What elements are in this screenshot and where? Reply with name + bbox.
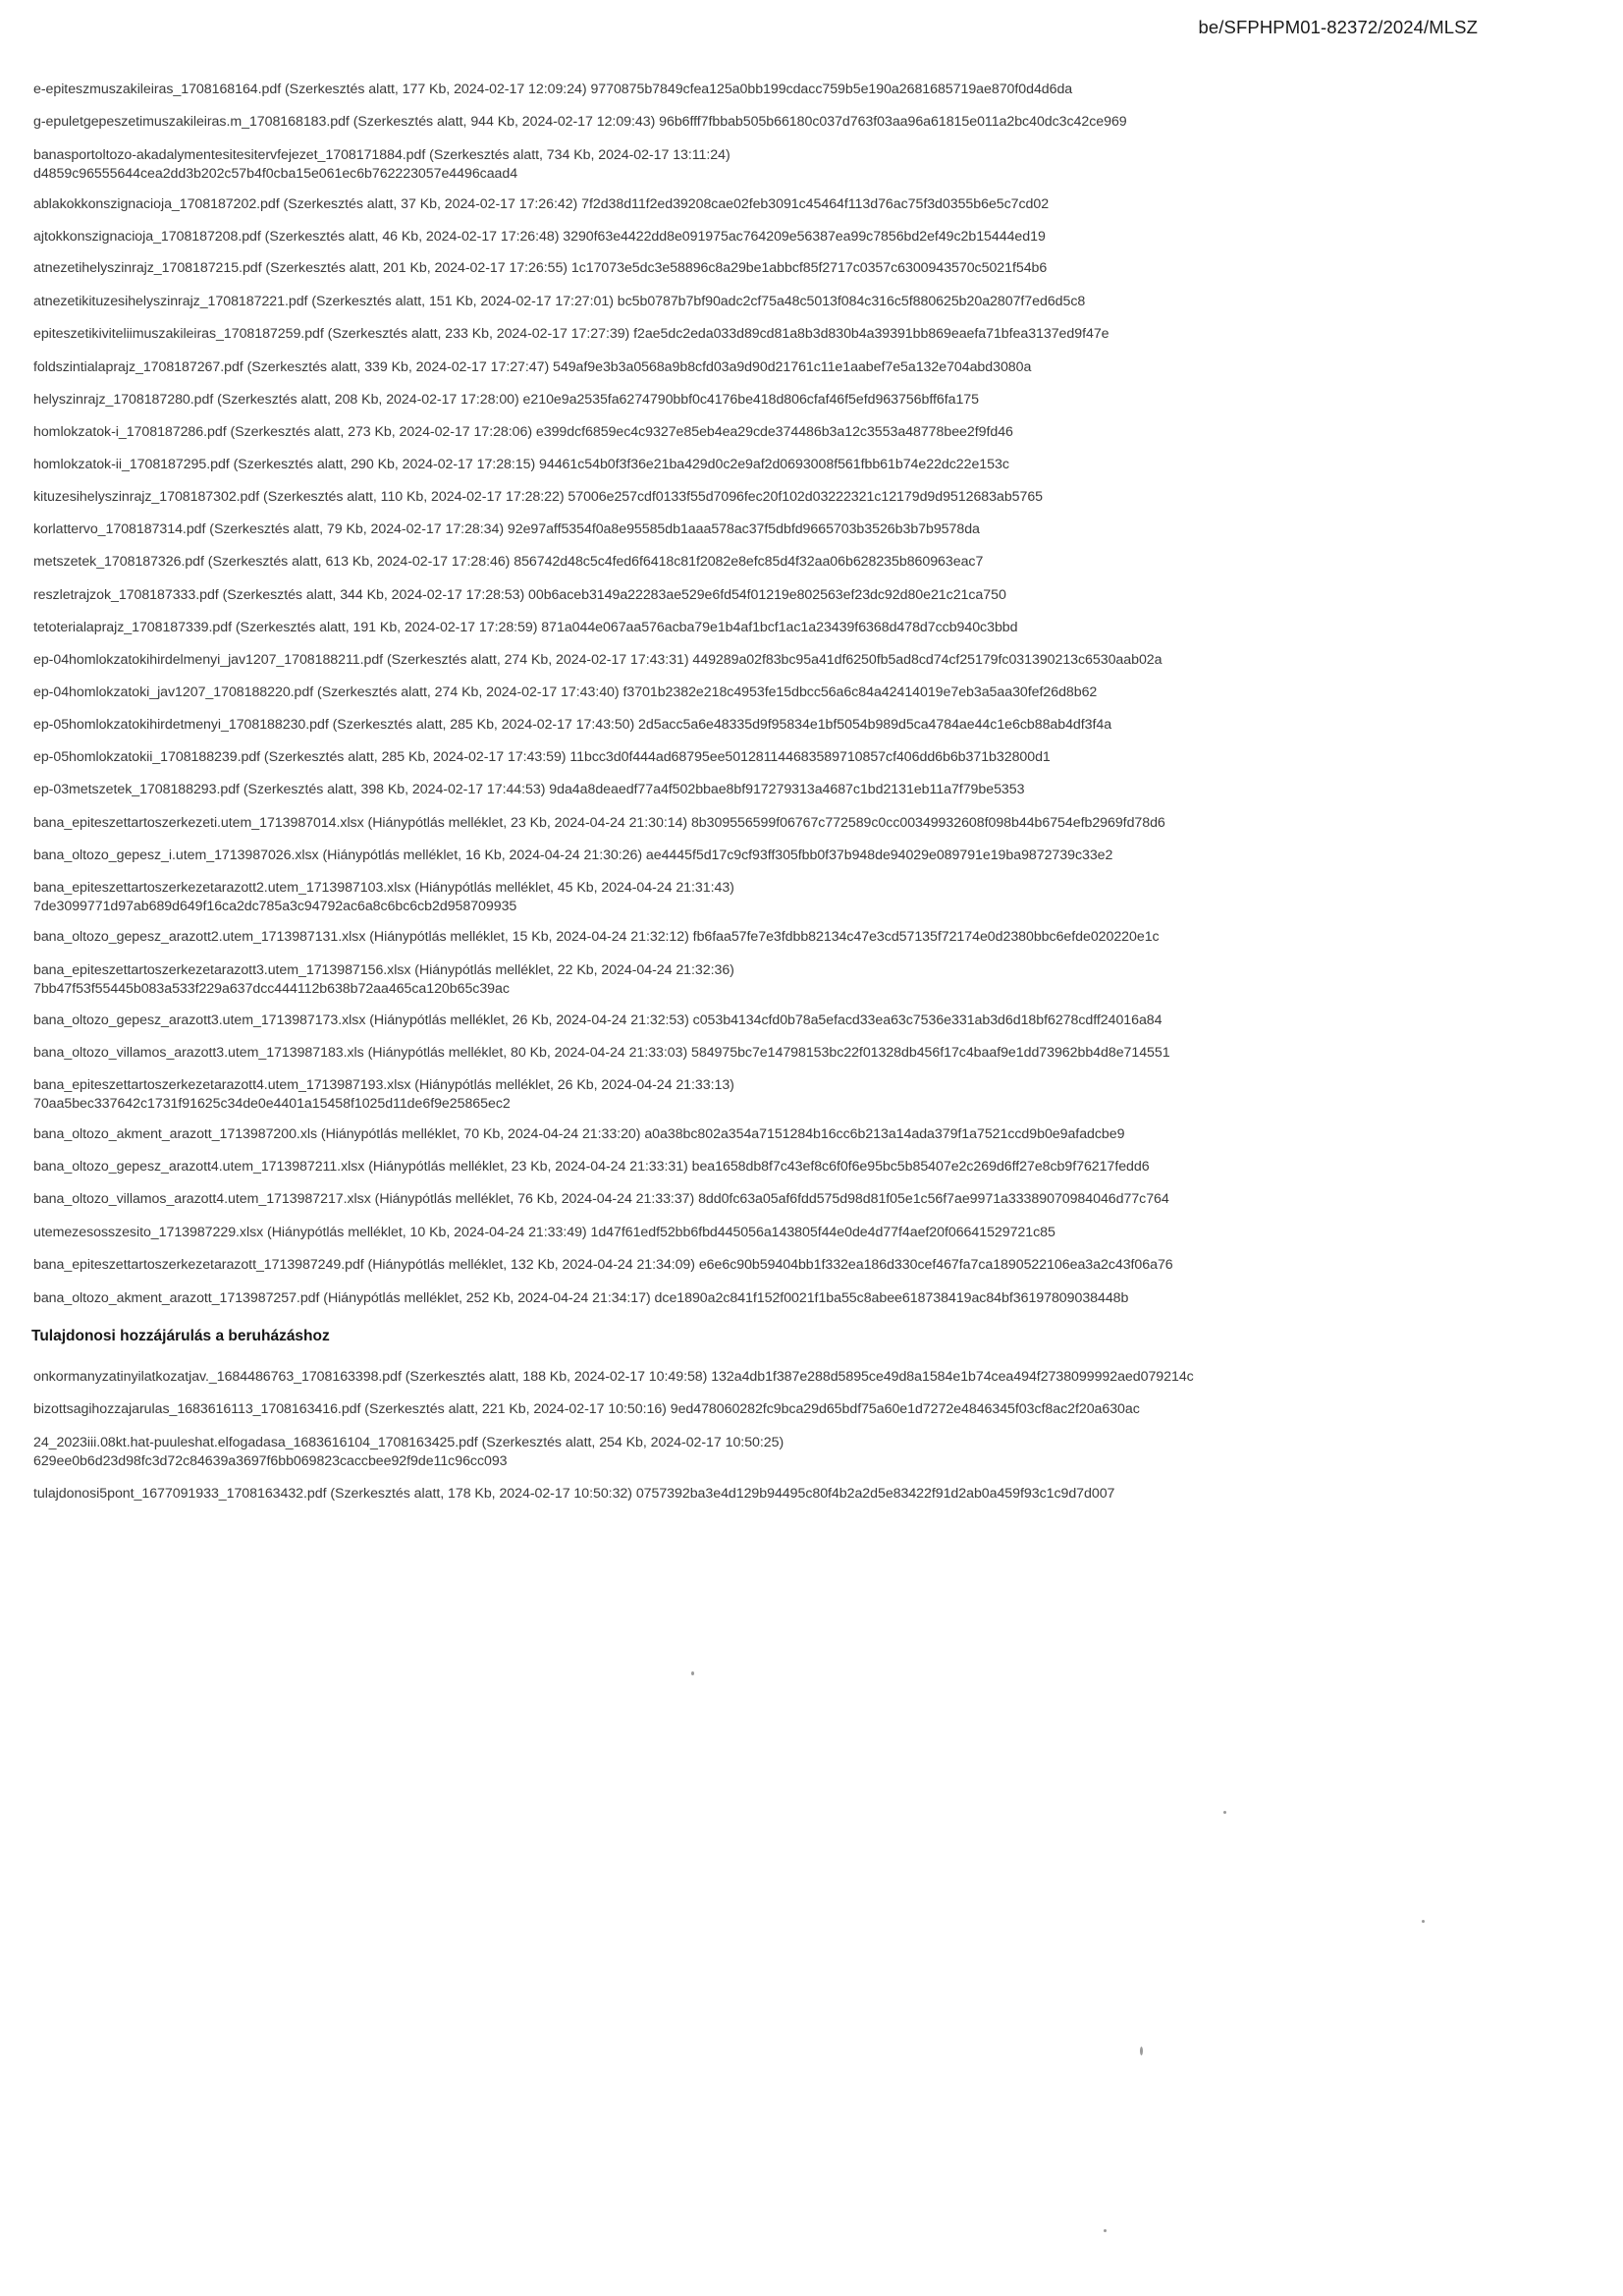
- attachment-entry: [33, 586, 1565, 605]
- attachment-entry-text: bana_epiteszettartoszerkezetarazott3.utem_1713987156.xlsx (Hiánypótlás melléklet, 22 Kb, 2024-04-24 21:32:36): [33, 962, 734, 978]
- attachment-entry-text: ep-03metszetek_1708188293.pdf (Szerkesztés alatt, 398 Kb, 2024-02-17 17:44:53) 9da4a8deaedf77a4f502bbae8bf917279313a4687c1bd2131eb11a7f79be5353: [33, 782, 1025, 797]
- attachment-entry-hash: 7de3099771d97ab689d649f16ca2dc785a3c94792ac6a8c6bc6cb2d958709935: [33, 899, 517, 914]
- attachment-entry: [33, 358, 1565, 377]
- attachment-entry: [33, 456, 1565, 474]
- attachment-entry-hash: d4859c96555644cea2dd3b202c57b4f0cba15e061ec6b762223057e4496caad4: [33, 166, 518, 182]
- attachment-entry: [33, 1011, 1565, 1030]
- scan-speck: [1104, 2229, 1107, 2232]
- attachment-entry: [33, 961, 1565, 999]
- owner-consent-entry: [33, 1485, 1565, 1503]
- attachment-entry-text: ep-05homlokzatokii_1708188239.pdf (Szerkesztés alatt, 285 Kb, 2024-02-17 17:43:59) 11bcc3d0f444ad68795ee5012811446835897108​57cf406dd6b6b371b32800d1: [33, 749, 1051, 765]
- attachment-entry-text: homlokzatok-i_1708187286.pdf (Szerkesztés alatt, 273 Kb, 2024-02-17 17:28:06) e399dcf6859ec4c9327e85eb4ea29cde374486b3a12c3553a48778bee2f9fd46: [33, 424, 1013, 440]
- owner-consent-entry-hash: 629ee0b6d23d98fc3d72c84639a3697f6bb069823caccbee92f9de11c96cc093: [33, 1453, 508, 1469]
- attachment-entry-text: ep-04homlokzatoki_jav1207_1708188220.pdf (Szerkesztés alatt, 274 Kb, 2024-02-17 17:43:40) f3701b2382e218c4953fe15dbcc56a6c84a42414019e7eb3a5aa30fef26d8b62: [33, 684, 1098, 700]
- attachment-entry: [33, 520, 1565, 539]
- attachment-entry: [33, 619, 1565, 637]
- attachment-entry: [33, 1289, 1565, 1308]
- attachment-entry: [33, 1158, 1565, 1176]
- attachment-entry: [33, 553, 1565, 572]
- attachment-entry: [33, 146, 1565, 184]
- attachment-entry: [33, 781, 1565, 799]
- attachment-entry-text: g-epuletgepeszetimuszakileiras.m_1708168183.pdf (Szerkesztés alatt, 944 Kb, 2024-02-17 12:09:43) 96b6fff7fbbab505b66180c037d763f03aa96a61815e011a2bc40dc3c42ce969: [33, 114, 1127, 130]
- attachment-entry: [33, 293, 1565, 311]
- attachment-entry-text: metszetek_1708187326.pdf (Szerkesztés alatt, 613 Kb, 2024-02-17 17:28:46) 856742d48c5c4fed6f6418c81f2082e8efc85d4f32aa06b628235b860963eac7: [33, 554, 984, 570]
- attachment-entry-hash: 70aa5bec337642c1731f91625c34de0e4401a15458f1025d11de6f9e25865ec2: [33, 1096, 511, 1112]
- attachment-entry: [33, 748, 1565, 767]
- attachment-entry: [33, 259, 1565, 278]
- attachment-entry: [33, 1256, 1565, 1275]
- attachment-entry: [33, 651, 1565, 670]
- attachment-entry-text: ajtokkonszignacioja_1708187208.pdf (Szerkesztés alatt, 46 Kb, 2024-02-17 17:26:48) 3290f63e4422dd8e091975ac764209e56387ea99c7856bd2ef49c2b15444ed19: [33, 229, 1046, 245]
- attachment-entry: [33, 81, 1565, 99]
- attachment-entry: [33, 879, 1565, 916]
- attachment-entry: [33, 716, 1565, 735]
- attachment-entry-text: atnezetikituzesihelyszinrajz_1708187221.pdf (Szerkesztés alatt, 151 Kb, 2024-02-17 17:27:01) bc5b0787b7bf90adc2cf75a48c5013f084c316c5f880625b20a2807f7ed6d5c8: [33, 294, 1086, 309]
- attachment-entry-text: e-epiteszmuszakileiras_1708168164.pdf (Szerkesztés alatt, 177 Kb, 2024-02-17 12:09:24) 9770875b7849cfea125a0bb199cdacc759b5e190a2681685719ae870f0d4d6da: [33, 82, 1073, 97]
- attachment-entry-text: utemezesosszesito_1713987229.xlsx (Hiánypótlás melléklet, 10 Kb, 2024-04-24 21:33:49) 1d47f61edf52bb6fbd445056a143805f44e0de4d77f4aef20f06641529721c85: [33, 1225, 1055, 1240]
- attachment-entry-text: ablakokkonszignacioja_1708187202.pdf (Szerkesztés alatt, 37 Kb, 2024-02-17 17:26:42) 7f2d38d11f2ed39208cae02feb3091c45464f113d76ac75f3d0355b6e5c7cd02: [33, 196, 1050, 212]
- document-reference: be/SFPHPM01-82372/2024/MLSZ: [1198, 17, 1478, 37]
- attachment-entry-text: ep-04homlokzatokihirdelmenyi_jav1207_1708188211.pdf (Szerkesztés alatt, 274 Kb, 2024-02-17 17:43:31) 449289a02f83bc95a41df6250fb5ad8cd74cf25179fc031390213c6530aab02a: [33, 652, 1163, 668]
- scan-speck: [1422, 1920, 1425, 1923]
- attachment-entry-text: bana_oltozo_akment_arazott_1713987200.xls (Hiánypótlás melléklet, 70 Kb, 2024-04-24 21:33:20) a0a38bc802a354a7151284b16cc6b213a14ada379f1a7521ccd9b0e9afadcbe9: [33, 1126, 1125, 1142]
- attachment-entry: [33, 928, 1565, 947]
- attachment-entry-text: korlattervo_1708187314.pdf (Szerkesztés alatt, 79 Kb, 2024-02-17 17:28:34) 92e97aff5354f0a8e95585db1aaa578ac37f5dbfd9665703b3526b3b7b9578da: [33, 521, 980, 537]
- attachment-entry: [33, 847, 1565, 865]
- attachment-entry-text: foldszintialaprajz_1708187267.pdf (Szerkesztés alatt, 339 Kb, 2024-02-17 17:27:47) 549af9e3b3a0568a9b8cfd03a9d90d21761c11e1aabef7e5a132e704abd3080a: [33, 359, 1032, 375]
- attachment-entry: [33, 1224, 1565, 1242]
- attachment-entry-text: bana_epiteszettartoszerkezetarazott2.utem_1713987103.xlsx (Hiánypótlás melléklet, 45 Kb, 2024-04-24 21:31:43): [33, 880, 734, 896]
- attachment-entry-text: ep-05homlokzatokihirdetmenyi_1708188230.pdf (Szerkesztés alatt, 285 Kb, 2024-02-17 17:43:50) 2d5acc5a6e48335d9f95834e1bf5054b989d5ca4784ae44c1e6cb88ab4df3f4a: [33, 717, 1112, 733]
- attachment-entry: [33, 113, 1565, 132]
- scan-speck: [1223, 1811, 1226, 1814]
- owner-consent-entry: [33, 1434, 1565, 1471]
- section-title: Tulajdonosi hozzájárulás a beruházáshoz: [31, 1328, 330, 1344]
- attachment-entry-text: atnezetihelyszinrajz_1708187215.pdf (Szerkesztés alatt, 201 Kb, 2024-02-17 17:26:55) 1c17073e5dc3e58896c8a29be1abbcf85f2717c0357c6300943570c5021f54b6: [33, 260, 1048, 276]
- attachment-entry: [33, 814, 1565, 833]
- owner-consent-entry-text: tulajdonosi5pont_1677091933_1708163432.pdf (Szerkesztés alatt, 178 Kb, 2024-02-17 10:50:32) 0757392ba3e4d129b94495c80f4b2a2d5e83422f91d2ab0a459f93c1c9d7d007: [33, 1486, 1115, 1502]
- attachment-entry-hash: 7bb47f53f55445b083a533f229a637dcc444112b638b72aa465ca120b65c39ac: [33, 981, 510, 997]
- attachment-entry-text: tetoterialaprajz_1708187339.pdf (Szerkesztés alatt, 191 Kb, 2024-02-17 17:28:59) 871a044e067aa576acba79e1b4af1bcf1ac1a23439f6368d478d7ccb940c3bbd: [33, 620, 1018, 635]
- owner-consent-entry-text: onkormanyzatinyilatkozatjav._1684486763_1708163398.pdf (Szerkesztés alatt, 188 Kb, 2024-02-17 10:49:58) 132a4db1f387e288d5895ce49d8a1584e1b74cea494f2738099992aed079214c: [33, 1369, 1194, 1385]
- attachment-entry-text: bana_oltozo_villamos_arazott3.utem_1713987183.xls (Hiánypótlás melléklet, 80 Kb, 2024-04-24 21:33:03) 584975bc7e14798153bc22f01328db456f17c4baaf9e1dd73962bb4d8e714551: [33, 1045, 1170, 1061]
- attachment-entry: [33, 228, 1565, 246]
- attachment-entry: [33, 1044, 1565, 1063]
- attachment-entry-text: helyszinrajz_1708187280.pdf (Szerkesztés alatt, 208 Kb, 2024-02-17 17:28:00) e210e9a2535fa6274790bbf0c4176be418d806cfaf46f5efd963756bff6fa175: [33, 392, 979, 408]
- attachment-entry-text: banasportoltozo-akadalymentesitesitervfejezet_1708171884.pdf (Szerkesztés alatt, 734 Kb, 2024-02-17 13:11:24): [33, 147, 730, 163]
- owner-consent-entry-text: bizottsagihozzajarulas_1683616113_1708163416.pdf (Szerkesztés alatt, 221 Kb, 2024-02-17 10:50:16) 9ed478060282fc9bca29d65bdf75a60e1d7272e4846345f03cf8ac2f20a630ac: [33, 1401, 1140, 1417]
- attachment-entry: [33, 683, 1565, 702]
- attachment-entry-text: bana_epiteszettartoszerkezeti.utem_1713987014.xlsx (Hiánypótlás melléklet, 23 Kb, 2024-04-24 21:30:14) 8b309556599f06767c772589c0cc00349932608f098b44b6754efb2969fd78d6: [33, 815, 1165, 831]
- attachment-entry-text: bana_oltozo_akment_arazott_1713987257.pdf (Hiánypótlás melléklet, 252 Kb, 2024-04-24 21:34:17) dce1890a2c841f152f0021f1ba55c8abee618738419ac84bf36197809038448b: [33, 1290, 1129, 1306]
- scan-speck: [1140, 2047, 1143, 2055]
- attachment-entry: [33, 1125, 1565, 1144]
- attachment-entry: [33, 488, 1565, 507]
- attachment-entry-text: bana_epiteszettartoszerkezetarazott4.utem_1713987193.xlsx (Hiánypótlás melléklet, 26 Kb, 2024-04-24 21:33:13): [33, 1077, 734, 1093]
- owner-consent-entry: [33, 1400, 1565, 1419]
- attachment-entry-text: bana_oltozo_gepesz_arazott3.utem_1713987173.xlsx (Hiánypótlás melléklet, 26 Kb, 2024-04-24 21:32:53) c053b4134cfd0b78a5efacd33ea63c7536e331ab3d6d18bf6278cdff24016a84: [33, 1012, 1163, 1028]
- attachment-entry: [33, 325, 1565, 344]
- attachment-entry: [33, 391, 1565, 410]
- attachment-entry-text: bana_oltozo_gepesz_arazott2.utem_1713987131.xlsx (Hiánypótlás melléklet, 15 Kb, 2024-04-24 21:32:12) fb6faa57fe7e3fdbb82134c47e3cd57135f72174e0d2380bbc6efde020220e1c: [33, 929, 1160, 945]
- attachment-entry-text: bana_epiteszettartoszerkezetarazott_1713987249.pdf (Hiánypótlás melléklet, 132 Kb, 2024-04-24 21:34:09) e6e6c90b59404bb1f332ea186d330cef467fa7ca1890522106ea3a2c43f06a76: [33, 1257, 1173, 1273]
- attachment-entry: [33, 423, 1565, 442]
- attachment-entry-text: epiteszetikiviteliimuszakileiras_1708187259.pdf (Szerkesztés alatt, 233 Kb, 2024-02-17 17:27:39) f2ae5dc2eda033d89cd81a8b3d830b4a39391bb869eaefa71bfea3137ed9f47e: [33, 326, 1109, 342]
- attachment-entry-text: bana_oltozo_gepesz_arazott4.utem_1713987211.xlsx (Hiánypótlás melléklet, 23 Kb, 2024-04-24 21:33:31) bea1658db8f7c43ef8c6f0f6e95bc5b85407e2c269d6ff27e8cb9f76217fedd6: [33, 1159, 1150, 1175]
- scan-speck: [691, 1671, 694, 1675]
- attachment-entry: [33, 195, 1565, 214]
- attachment-entry-text: kituzesihelyszinrajz_1708187302.pdf (Szerkesztés alatt, 110 Kb, 2024-02-17 17:28:22) 57006e257cdf0133f55d7096fec20f102d03222321c12179d9d9512683ab5765: [33, 489, 1044, 505]
- attachment-entry: [33, 1076, 1565, 1114]
- attachment-entry-text: bana_oltozo_villamos_arazott4.utem_1713987217.xlsx (Hiánypótlás melléklet, 76 Kb, 2024-04-24 21:33:37) 8dd0fc63a05af6fdd575d98d81f05e1c56f7ae9971a33389070984046d77c764: [33, 1191, 1169, 1207]
- attachment-entry-text: bana_oltozo_gepesz_i.utem_1713987026.xlsx (Hiánypótlás melléklet, 16 Kb, 2024-04-24 21:30:26) ae4445f5d17c9cf93ff305fbb0f37b948de94029e089791e19ba9872739c33e2: [33, 847, 1113, 863]
- attachment-entry-text: homlokzatok-ii_1708187295.pdf (Szerkesztés alatt, 290 Kb, 2024-02-17 17:28:15) 94461c54b0f3f36e21ba429d0c2e9af2d0693008f561fbb61b74e22dc22e153c: [33, 457, 1009, 472]
- owner-consent-entry-text: 24_2023iii.08kt.hat-puuleshat.elfogadasa_1683616104_1708163425.pdf (Szerkesztés alatt, 254 Kb, 2024-02-17 10:50:25): [33, 1435, 784, 1450]
- owner-consent-entry: [33, 1368, 1565, 1387]
- attachment-entry-text: reszletrajzok_1708187333.pdf (Szerkesztés alatt, 344 Kb, 2024-02-17 17:28:53) 00b6aceb3149a22283ae529e6fd54f01219e802563ef23dc92d80e21c21ca750: [33, 587, 1006, 603]
- attachment-entry: [33, 1190, 1565, 1209]
